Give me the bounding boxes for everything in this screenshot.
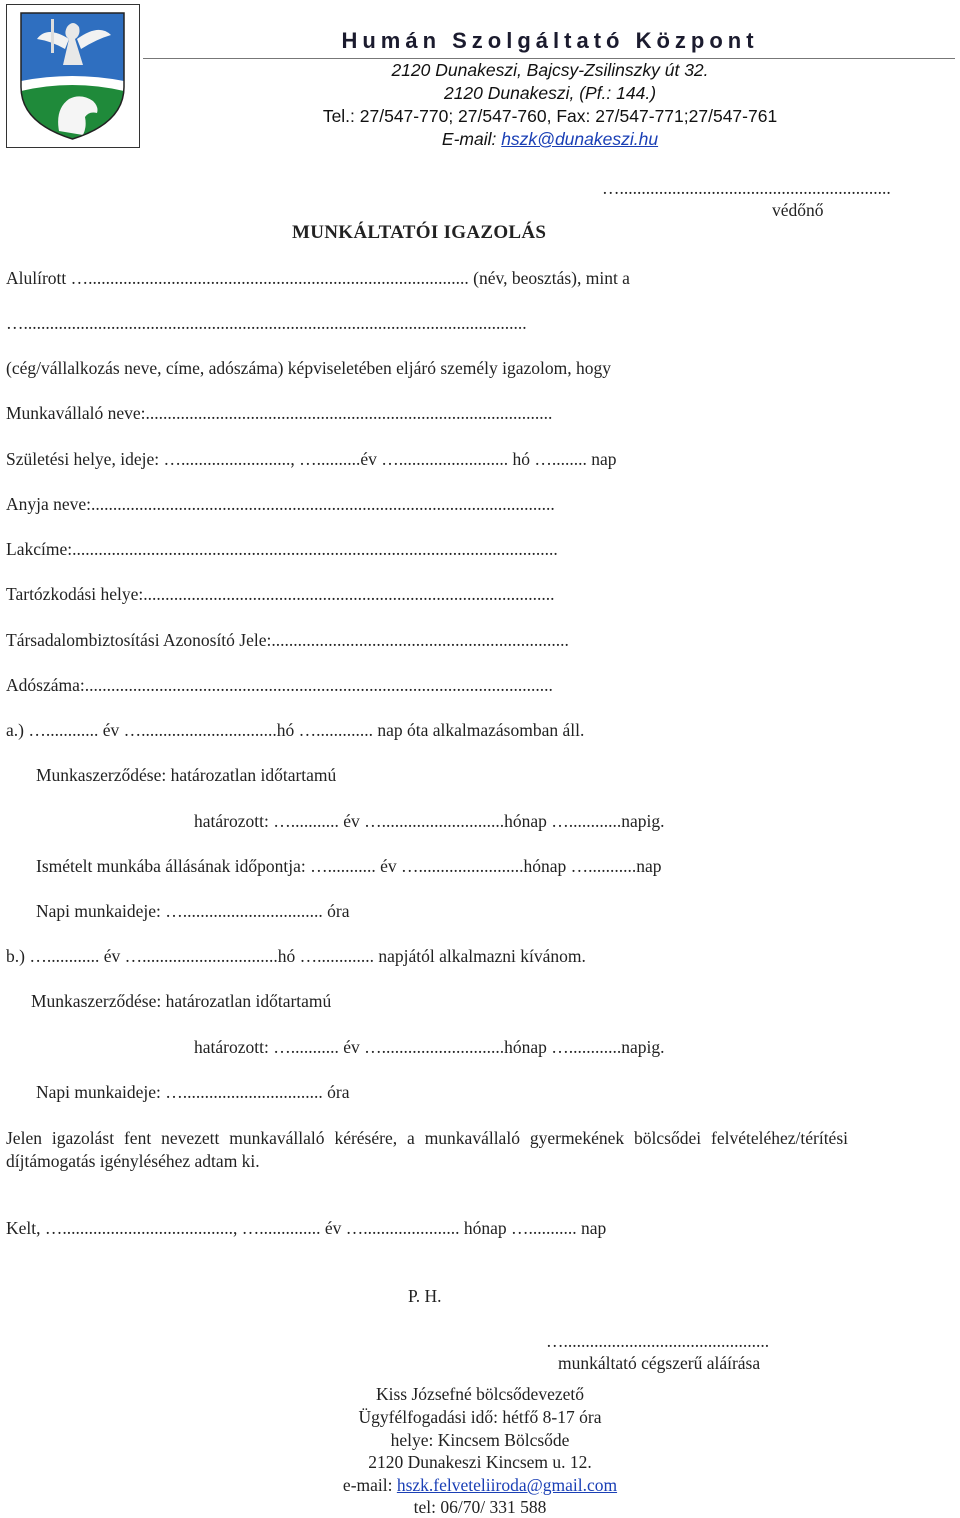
header-phone: Tel.: 27/547-770; 27/547-760, Fax: 27/547-771;27/547-761 [322, 106, 778, 126]
footer-email-link[interactable]: hszk.felveteliiroda@gmail.com [396, 1475, 618, 1495]
section-a-daily-hours: Napi munkaideje: …................................ óra [36, 901, 350, 921]
birth-field: Születési helye, ideje: …........................., …..........év …......................... hó …........ nap [6, 449, 617, 469]
header-address-1: 2120 Dunakeszi, Bajcsy-Zsilinszky út 32. [391, 60, 709, 80]
header-address-2: 2120 Dunakeszi, (Pf.: 144.) [443, 83, 657, 103]
section-b-daily-hours: Napi munkaideje: …................................ óra [36, 1082, 350, 1102]
header-email-line [140, 129, 960, 150]
section-b-contract: Munkaszerződése: határozatlan időtartamú [31, 991, 332, 1011]
section-a-line: a.) …............ év …...............................hó …............. nap óta alkalmazásomban áll. [6, 720, 585, 740]
section-a-contract: Munkaszerződése: határozatlan időtartamú [36, 765, 337, 785]
section-b-line: b.) …............ év …...............................hó …............. napjától alkalmazni kívánom. [6, 946, 586, 966]
header-divider [143, 58, 955, 59]
mother-name-field: Anyja neve:.......................................................................................................... [6, 494, 555, 514]
signature-label: munkáltató cégszerű aláírása [558, 1353, 761, 1373]
tax-number-field: Adószáma:........................................................................................................... [6, 675, 553, 695]
header-email-link[interactable]: hszk@dunakeszi.hu [501, 129, 659, 149]
company-dots: …................................................................................................................... [6, 313, 527, 333]
company-description: (cég/vállalkozás neve, címe, adószáma) képviseletében eljáró személy igazolom, hogy [6, 358, 611, 378]
section-a-repeat-start: Ismételt munkába állásának időpontja: …........... év …........................hónap …...........nap [36, 856, 662, 876]
statement-paragraph: Jelen igazolást fent nevezett munkavállaló kérésére, a munkavállaló gyermekének bölcsődei felvételéhez/térítési díjtámogatás igényléséhez adtam ki. [6, 1128, 848, 1171]
section-a-fixed-term: határozott: …........... év …............................hónap …............napig. [194, 811, 665, 831]
signature-dots: …............................................... [546, 1331, 770, 1351]
footer-manager: Kiss Józsefné bölcsődevezető [376, 1384, 584, 1404]
footer-address: 2120 Dunakeszi Kincsem u. 12. [368, 1452, 592, 1472]
address-field: Lakcíme:............................................................................................................... [6, 539, 558, 559]
date-place-line: Kelt, …......................................., ….............. év …...................... hónap …........... nap [6, 1218, 607, 1238]
footer-phone: tel: 06/70/ 331 588 [413, 1497, 547, 1517]
stamp-placeholder: P. H. [408, 1286, 442, 1306]
footer-office-hours: Ügyfélfogadási idő: hétfő 8-17 óra [358, 1407, 602, 1427]
header-email-label: E-mail: [441, 129, 502, 149]
vedono-dots: ….............................................................. [602, 178, 891, 198]
document-title: MUNKÁLTATÓI IGAZOLÁS [292, 222, 547, 243]
organization-name: Humán Szolgáltató Központ [341, 28, 759, 53]
footer-location: helye: Kincsem Bölcsőde [390, 1430, 570, 1450]
footer-email-label: e-mail: [342, 1475, 397, 1495]
coat-of-arms-icon [7, 5, 138, 146]
section-b-fixed-term: határozott: …........... év …............................hónap …............napig. [194, 1037, 665, 1057]
footer-email-line [0, 1475, 960, 1496]
employee-name-field: Munkavállaló neve:............................................................................................. [6, 403, 553, 423]
taj-field: Társadalombiztosítási Azonosító Jele:.................................................................... [6, 630, 569, 650]
residence-field: Tartózkodási helye:.............................................................................................. [6, 584, 555, 604]
city-crest-logo [6, 4, 140, 148]
alulirott-line: Alulírott …....................................................................................... (név, beosztás), mint a [6, 268, 630, 288]
vedono-label: védőnő [772, 200, 824, 220]
